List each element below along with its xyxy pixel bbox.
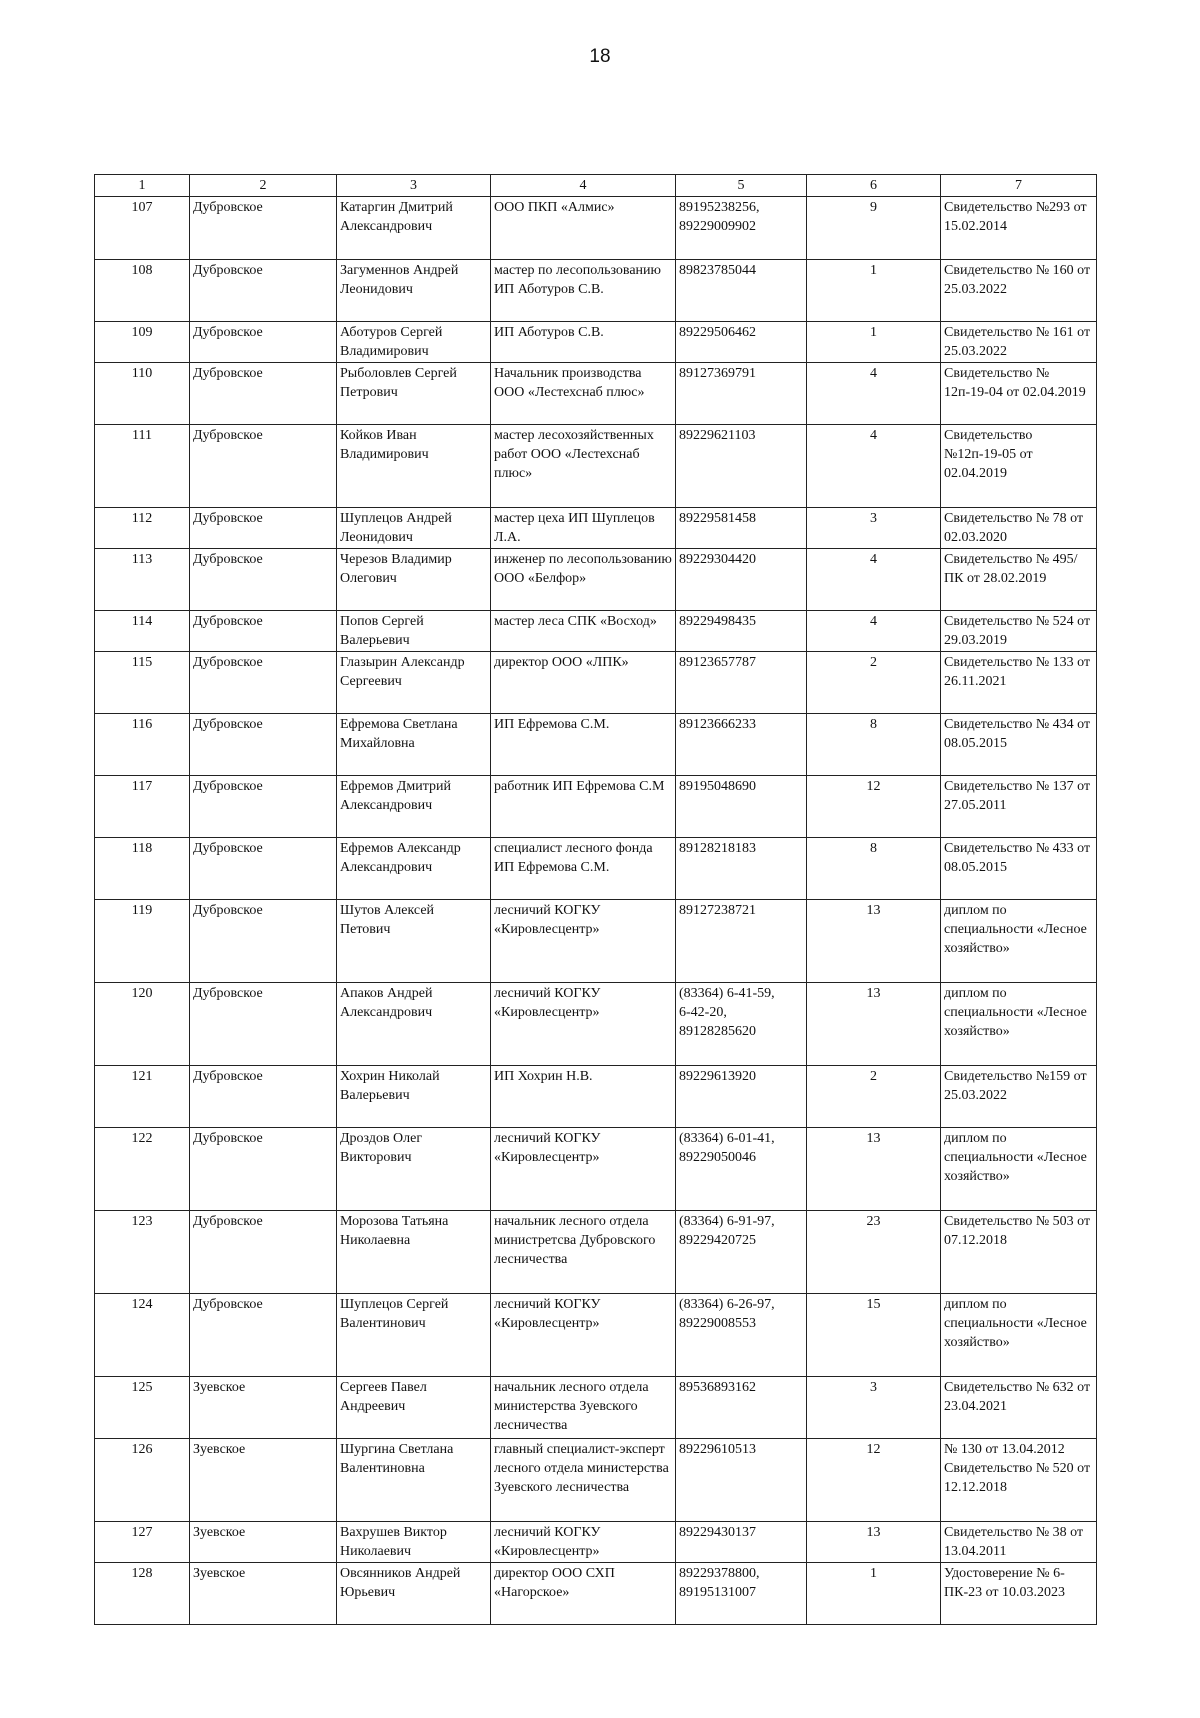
experience-cell: 1 — [807, 1563, 941, 1625]
name-cell: Вахрушев Виктор Николаевич — [337, 1522, 491, 1563]
row-number: 120 — [95, 983, 190, 1066]
document-cell: Свидетельство № 78 от 02.03.2020 — [941, 508, 1097, 549]
experience-cell: 12 — [807, 776, 941, 838]
table-row — [95, 714, 1097, 776]
document-cell: Свидетельство № 133 от 26.11.2021 — [941, 652, 1097, 714]
position-cell: директор ООО СХП «Нагорское» — [491, 1563, 676, 1625]
table-row — [95, 776, 1097, 838]
forestry-cell: Дубровское — [190, 197, 337, 260]
name-cell: Хохрин Николай Валерьевич — [337, 1066, 491, 1128]
name-cell: Шургина Светлана Валентиновна — [337, 1439, 491, 1522]
row-number: 125 — [95, 1377, 190, 1439]
row-number: 127 — [95, 1522, 190, 1563]
forestry-cell: Зуевское — [190, 1439, 337, 1522]
position-cell: лесничий КОГКУ «Кировлесцентр» — [491, 1294, 676, 1377]
phone-cell: (83364) 6-41-59, 6-42-20, 89128285620 — [676, 983, 807, 1066]
position-cell: лесничий КОГКУ «Кировлесцентр» — [491, 1522, 676, 1563]
document-cell: Свидетельство № 12п-19-04 от 02.04.2019 — [941, 363, 1097, 425]
name-cell: Дроздов Олег Викторович — [337, 1128, 491, 1211]
column-number-row — [95, 175, 1097, 197]
document-cell: Свидетельство № 434 от 08.05.2015 — [941, 714, 1097, 776]
position-cell: Начальник производства ООО «Лестехснаб плюс» — [491, 363, 676, 425]
phone-cell: (83364) 6-91-97, 89229420725 — [676, 1211, 807, 1294]
row-number: 114 — [95, 611, 190, 652]
experience-cell: 3 — [807, 1377, 941, 1439]
experience-cell: 13 — [807, 1128, 941, 1211]
position-cell: главный специалист-эксперт лесного отдела министерства Зуевского лесничества — [491, 1439, 676, 1522]
name-cell: Койков Иван Владимирович — [337, 425, 491, 508]
table-row — [95, 1522, 1097, 1563]
forestry-cell: Дубровское — [190, 776, 337, 838]
position-cell: мастер лесохозяйственных работ ООО «Лестехснаб плюс» — [491, 425, 676, 508]
table-row — [95, 1211, 1097, 1294]
position-cell: мастер по лесопользованию ИП Аботуров С.В. — [491, 260, 676, 322]
table-row — [95, 1066, 1097, 1128]
document-cell: диплом по специальности «Лесное хозяйство» — [941, 1128, 1097, 1211]
phone-cell: 89229613920 — [676, 1066, 807, 1128]
table-row — [95, 900, 1097, 983]
position-cell: ООО ПКП «Алмис» — [491, 197, 676, 260]
document-cell: Свидетельство № 632 от 23.04.2021 — [941, 1377, 1097, 1439]
position-cell: инженер по лесопользованию ООО «Белфор» — [491, 549, 676, 611]
name-cell: Морозова Татьяна Николаевна — [337, 1211, 491, 1294]
table-row — [95, 1128, 1097, 1211]
name-cell: Шутов Алексей Петович — [337, 900, 491, 983]
phone-cell: 89123666233 — [676, 714, 807, 776]
experience-cell: 4 — [807, 611, 941, 652]
experience-cell: 3 — [807, 508, 941, 549]
table-row — [95, 1294, 1097, 1377]
position-cell: ИП Хохрин Н.В. — [491, 1066, 676, 1128]
phone-cell: 89229621103 — [676, 425, 807, 508]
name-cell: Шуплецов Андрей Леонидович — [337, 508, 491, 549]
phone-cell: 89128218183 — [676, 838, 807, 900]
name-cell: Загуменнов Андрей Леонидович — [337, 260, 491, 322]
document-cell: Свидетельство №293 от 15.02.2014 — [941, 197, 1097, 260]
column-header: 6 — [807, 175, 941, 197]
row-number: 119 — [95, 900, 190, 983]
document-cell: диплом по специальности «Лесное хозяйство» — [941, 983, 1097, 1066]
table-row — [95, 838, 1097, 900]
document-cell: Свидетельство № 38 от 13.04.2011 — [941, 1522, 1097, 1563]
document-cell: № 130 от 13.04.2012 Свидетельство № 520 от 12.12.2018 — [941, 1439, 1097, 1522]
row-number: 107 — [95, 197, 190, 260]
row-number: 116 — [95, 714, 190, 776]
phone-cell: 89229304420 — [676, 549, 807, 611]
name-cell: Аботуров Сергей Владимирович — [337, 322, 491, 363]
column-header: 4 — [491, 175, 676, 197]
experience-cell: 4 — [807, 549, 941, 611]
document-cell: Свидетельство № 137 от 27.05.2011 — [941, 776, 1097, 838]
document-cell: Свидетельство № 160 от 25.03.2022 — [941, 260, 1097, 322]
experience-cell: 2 — [807, 1066, 941, 1128]
forestry-cell: Дубровское — [190, 508, 337, 549]
table-row — [95, 1439, 1097, 1522]
document-cell: Свидетельство № 524 от 29.03.2019 — [941, 611, 1097, 652]
position-cell: начальник лесного отдела министретсва Дубровского лесничества — [491, 1211, 676, 1294]
column-header: 1 — [95, 175, 190, 197]
row-number: 122 — [95, 1128, 190, 1211]
row-number: 121 — [95, 1066, 190, 1128]
row-number: 113 — [95, 549, 190, 611]
experience-cell: 12 — [807, 1439, 941, 1522]
column-header: 2 — [190, 175, 337, 197]
name-cell: Глазырин Александр Сергеевич — [337, 652, 491, 714]
forestry-cell: Дубровское — [190, 322, 337, 363]
table-row — [95, 1377, 1097, 1439]
table-body — [95, 197, 1097, 1625]
experience-cell: 4 — [807, 363, 941, 425]
forestry-cell: Дубровское — [190, 714, 337, 776]
name-cell: Апаков Андрей Александрович — [337, 983, 491, 1066]
forestry-cell: Дубровское — [190, 1066, 337, 1128]
forestry-cell: Дубровское — [190, 425, 337, 508]
name-cell: Катаргин Дмитрий Александрович — [337, 197, 491, 260]
position-cell: специалист лесного фонда ИП Ефремова С.М. — [491, 838, 676, 900]
row-number: 123 — [95, 1211, 190, 1294]
document-cell: диплом по специальности «Лесное хозяйство» — [941, 900, 1097, 983]
document-cell: Свидетельство №159 от 25.03.2022 — [941, 1066, 1097, 1128]
document-cell: Удостоверение № 6-ПК-23 от 10.03.2023 — [941, 1563, 1097, 1625]
position-cell: ИП Ефремова С.М. — [491, 714, 676, 776]
row-number: 109 — [95, 322, 190, 363]
position-cell: ИП Аботуров С.В. — [491, 322, 676, 363]
experience-cell: 15 — [807, 1294, 941, 1377]
row-number: 112 — [95, 508, 190, 549]
position-cell: работник ИП Ефремова С.М — [491, 776, 676, 838]
forestry-cell: Дубровское — [190, 363, 337, 425]
experience-cell: 9 — [807, 197, 941, 260]
table-row — [95, 322, 1097, 363]
position-cell: директор ООО «ЛПК» — [491, 652, 676, 714]
name-cell: Ефремов Дмитрий Александрович — [337, 776, 491, 838]
position-cell: лесничий КОГКУ «Кировлесцентр» — [491, 900, 676, 983]
table-row — [95, 549, 1097, 611]
experience-cell: 13 — [807, 900, 941, 983]
row-number: 111 — [95, 425, 190, 508]
experience-cell: 4 — [807, 425, 941, 508]
phone-cell: 89229581458 — [676, 508, 807, 549]
document-cell: диплом по специальности «Лесное хозяйство» — [941, 1294, 1097, 1377]
row-number: 115 — [95, 652, 190, 714]
phone-cell: 89229378800, 89195131007 — [676, 1563, 807, 1625]
position-cell: лесничий КОГКУ «Кировлесцентр» — [491, 1128, 676, 1211]
table-row — [95, 197, 1097, 260]
phone-cell: 89123657787 — [676, 652, 807, 714]
column-header: 7 — [941, 175, 1097, 197]
name-cell: Ефремова Светлана Михайловна — [337, 714, 491, 776]
forestry-cell: Дубровское — [190, 1211, 337, 1294]
experience-cell: 2 — [807, 652, 941, 714]
forestry-cell: Дубровское — [190, 1294, 337, 1377]
name-cell: Попов Сергей Валерьевич — [337, 611, 491, 652]
phone-cell: (83364) 6-26-97, 89229008553 — [676, 1294, 807, 1377]
phone-cell: 89229506462 — [676, 322, 807, 363]
forestry-cell: Дубровское — [190, 900, 337, 983]
forestry-cell: Дубровское — [190, 652, 337, 714]
experience-cell: 1 — [807, 260, 941, 322]
name-cell: Сергеев Павел Андреевич — [337, 1377, 491, 1439]
table-row — [95, 652, 1097, 714]
name-cell: Шуплецов Сергей Валентинович — [337, 1294, 491, 1377]
phone-cell: (83364) 6-01-41, 89229050046 — [676, 1128, 807, 1211]
experience-cell: 13 — [807, 1522, 941, 1563]
document-cell: Свидетельство №12п-19-05 от 02.04.2019 — [941, 425, 1097, 508]
row-number: 117 — [95, 776, 190, 838]
forestry-cell: Дубровское — [190, 260, 337, 322]
row-number: 118 — [95, 838, 190, 900]
phone-cell: 89536893162 — [676, 1377, 807, 1439]
phone-cell: 89195048690 — [676, 776, 807, 838]
phone-cell: 89229498435 — [676, 611, 807, 652]
phone-cell: 89229430137 — [676, 1522, 807, 1563]
table-row — [95, 508, 1097, 549]
table-row — [95, 363, 1097, 425]
table-row — [95, 425, 1097, 508]
name-cell: Ефремов Александр Александрович — [337, 838, 491, 900]
experience-cell: 13 — [807, 983, 941, 1066]
phone-cell: 89127369791 — [676, 363, 807, 425]
column-header: 5 — [676, 175, 807, 197]
document-cell: Свидетельство № 503 от 07.12.2018 — [941, 1211, 1097, 1294]
row-number: 108 — [95, 260, 190, 322]
phone-cell: 89823785044 — [676, 260, 807, 322]
document-cell: Свидетельство № 161 от 25.03.2022 — [941, 322, 1097, 363]
document-cell: Свидетельство № 495/ПК от 28.02.2019 — [941, 549, 1097, 611]
personnel-table — [94, 174, 1097, 1625]
forestry-cell: Дубровское — [190, 549, 337, 611]
row-number: 126 — [95, 1439, 190, 1522]
row-number: 124 — [95, 1294, 190, 1377]
document-cell: Свидетельство № 433 от 08.05.2015 — [941, 838, 1097, 900]
forestry-cell: Дубровское — [190, 983, 337, 1066]
table-row — [95, 260, 1097, 322]
experience-cell: 8 — [807, 838, 941, 900]
row-number: 128 — [95, 1563, 190, 1625]
experience-cell: 23 — [807, 1211, 941, 1294]
column-header: 3 — [337, 175, 491, 197]
position-cell: мастер леса СПК «Восход» — [491, 611, 676, 652]
name-cell: Рыболовлев Сергей Петрович — [337, 363, 491, 425]
table-row — [95, 611, 1097, 652]
forestry-cell: Дубровское — [190, 838, 337, 900]
phone-cell: 89229610513 — [676, 1439, 807, 1522]
name-cell: Овсянников Андрей Юрьевич — [337, 1563, 491, 1625]
forestry-cell: Зуевское — [190, 1522, 337, 1563]
forestry-cell: Зуевское — [190, 1377, 337, 1439]
position-cell: лесничий КОГКУ «Кировлесцентр» — [491, 983, 676, 1066]
table-row — [95, 1563, 1097, 1625]
position-cell: начальник лесного отдела министерства Зуевского лесничества — [491, 1377, 676, 1439]
table-row — [95, 983, 1097, 1066]
row-number: 110 — [95, 363, 190, 425]
phone-cell: 89127238721 — [676, 900, 807, 983]
forestry-cell: Зуевское — [190, 1563, 337, 1625]
forestry-cell: Дубровское — [190, 1128, 337, 1211]
phone-cell: 89195238256, 89229009902 — [676, 197, 807, 260]
name-cell: Черезов Владимир Олегович — [337, 549, 491, 611]
position-cell: мастер цеха ИП Шуплецов Л.А. — [491, 508, 676, 549]
experience-cell: 1 — [807, 322, 941, 363]
experience-cell: 8 — [807, 714, 941, 776]
forestry-cell: Дубровское — [190, 611, 337, 652]
page-number: 18 — [589, 46, 611, 67]
